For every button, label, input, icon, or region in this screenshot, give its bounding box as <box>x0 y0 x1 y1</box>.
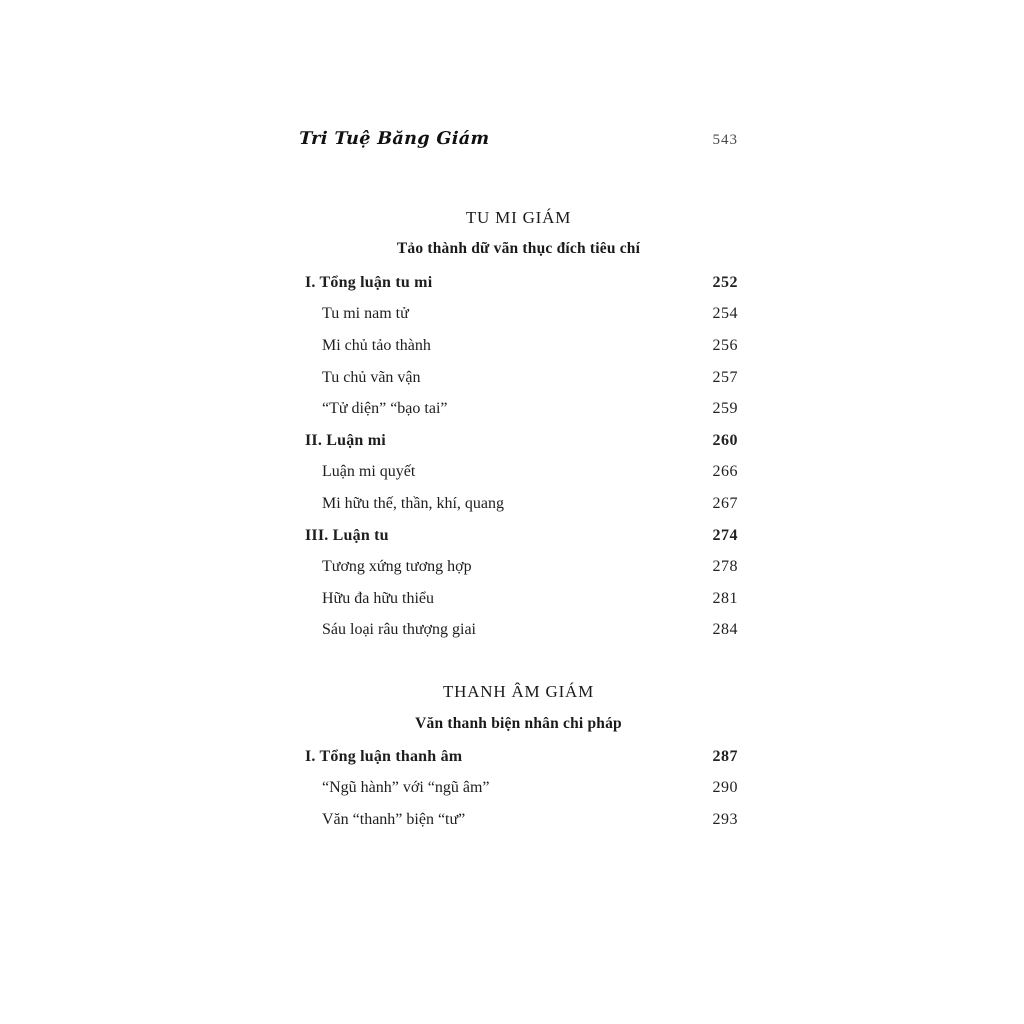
toc-entry-page: 252 <box>712 273 738 291</box>
section-title-tu-mi-giam: TU MI GIÁM <box>465 208 572 227</box>
toc-row <box>299 804 738 836</box>
toc-entry-label: Mi hữu thế, thần, khí, quang <box>322 494 504 512</box>
toc-row <box>299 741 738 773</box>
toc-row <box>299 425 738 457</box>
toc-entry-page: 267 <box>712 494 738 512</box>
section-subtitle-thanh-am-giam: Văn thanh biện nhân chi pháp <box>415 715 622 732</box>
toc-row <box>299 299 738 331</box>
toc-entry-page: 290 <box>712 779 738 797</box>
toc-entry-label: Hữu đa hữu thiểu <box>322 589 434 607</box>
toc-entry-page: 284 <box>712 621 738 639</box>
toc-entry-page: 274 <box>712 526 738 544</box>
toc-entry-label: III. Luận tu <box>305 526 389 544</box>
book-title: Tri Tuệ Băng Giám <box>298 129 490 149</box>
toc-entry-label: “Ngũ hành” với “ngũ âm” <box>322 779 490 797</box>
page-content <box>299 0 738 1024</box>
toc-row <box>299 267 738 299</box>
toc-entry-label: Tương xứng tương hợp <box>322 558 472 576</box>
toc-entry-page: 278 <box>712 558 738 576</box>
toc-row <box>299 362 738 394</box>
toc-row <box>299 551 738 583</box>
toc-row <box>299 773 738 805</box>
section-title-thanh-am-giam: THANH ÂM GIÁM <box>442 682 595 701</box>
running-header <box>299 129 738 149</box>
toc-entry-page: 281 <box>712 589 738 607</box>
toc-entry-label: Luận mi quyết <box>322 463 416 481</box>
toc-entry-page: 256 <box>712 336 738 354</box>
toc-entry-page: 259 <box>712 400 738 418</box>
toc-entry-page: 257 <box>712 368 738 386</box>
toc-row <box>299 393 738 425</box>
toc-entry-label: Sáu loại râu thượng giai <box>322 621 476 639</box>
toc-entry-label: II. Luận mi <box>305 431 386 449</box>
toc-entry-label: I. Tổng luận thanh âm <box>305 747 463 765</box>
toc-entry-label: Tu chủ vãn vận <box>322 368 421 386</box>
toc-row <box>299 520 738 552</box>
toc-row <box>299 583 738 615</box>
toc-row <box>299 457 738 489</box>
toc-entry-page: 287 <box>712 747 738 765</box>
toc-section-tu-mi-giam <box>299 267 738 646</box>
toc-entry-page: 293 <box>712 810 738 828</box>
toc-section-thanh-am-giam <box>299 741 738 836</box>
toc-entry-label: Tu mi nam tử <box>322 305 409 323</box>
toc-entry-page: 266 <box>712 463 738 481</box>
header-page-number: 543 <box>712 132 738 148</box>
toc-row <box>299 330 738 362</box>
section-subtitle-tu-mi-giam: Tảo thành dữ vãn thục đích tiêu chí <box>396 240 641 257</box>
toc-row <box>299 615 738 647</box>
toc-entry-page: 254 <box>712 305 738 323</box>
toc-entry-label: I. Tổng luận tu mi <box>305 273 433 291</box>
toc-entry-label: Văn “thanh” biện “tư” <box>322 810 466 828</box>
toc-entry-label: Mi chủ tảo thành <box>322 336 431 354</box>
toc-entry-label: “Tử diện” “bạo tai” <box>322 400 448 418</box>
toc-row <box>299 488 738 520</box>
toc-entry-page: 260 <box>712 431 738 449</box>
